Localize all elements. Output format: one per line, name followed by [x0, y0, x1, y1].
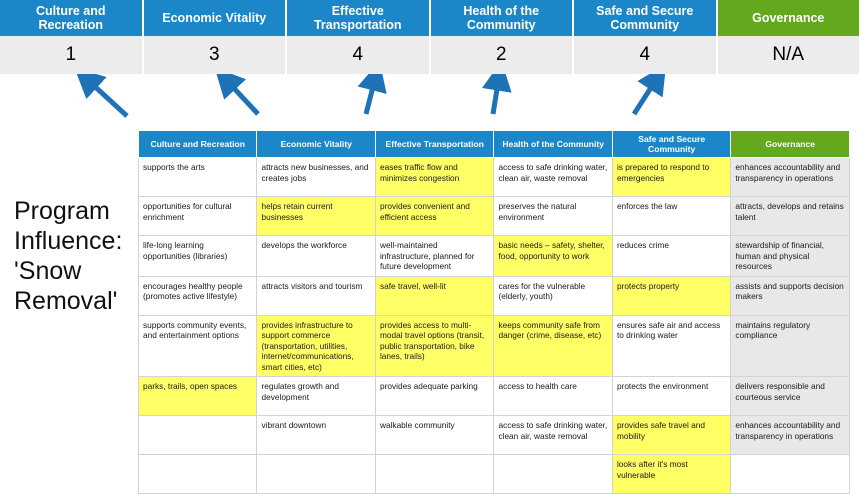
matrix-cell: opportunities for cultural enrichment: [139, 197, 257, 236]
matrix-cell: assists and supports decision makers: [731, 276, 850, 315]
matrix-cell: attracts visitors and tourism: [257, 276, 375, 315]
matrix-cell: parks, trails, open spaces: [139, 377, 257, 416]
matrix-cell: safe travel, well-lit: [375, 276, 493, 315]
matrix-cell: is prepared to respond to emergencies: [612, 158, 730, 197]
table-row: [139, 158, 850, 197]
arrow-icon-2: [230, 84, 258, 114]
header-cell-culture-and-recreation: Culture and Recreation: [0, 0, 144, 36]
matrix-header-effective-transportation: Effective Transportation: [375, 131, 493, 158]
table-row: [139, 236, 850, 277]
arrow-icon-1: [91, 83, 127, 116]
matrix-cell: [731, 455, 850, 494]
score-safe-and-secure-community: 4: [574, 36, 718, 74]
matrix-header-economic-vitality: Economic Vitality: [257, 131, 375, 158]
matrix-cell: supports community events, and entertainment options: [139, 315, 257, 377]
matrix-cell: keeps community safe from danger (crime, disease, etc): [494, 315, 612, 377]
matrix-cell: encourages healthy people (promotes active lifestyle): [139, 276, 257, 315]
matrix-cell: [494, 455, 612, 494]
matrix-cell: attracts new businesses, and creates jobs: [257, 158, 375, 197]
matrix-cell: [139, 416, 257, 455]
matrix-cell: reduces crime: [612, 236, 730, 277]
header-cell-health-of-the-community: Health of the Community: [431, 0, 575, 36]
matrix-cell: walkable community: [375, 416, 493, 455]
score-culture-and-recreation: 1: [0, 36, 144, 74]
matrix-cell: [257, 455, 375, 494]
matrix-cell: ensures safe air and access to drinking water: [612, 315, 730, 377]
matrix-cell: access to safe drinking water, clean air, waste removal: [494, 158, 612, 197]
program-influence-caption: Program Influence: 'Snow Removal': [14, 196, 134, 316]
score-row: [0, 36, 859, 74]
matrix-cell: enhances accountability and transparency in operations: [731, 158, 850, 197]
influence-matrix: [138, 130, 850, 494]
matrix-cell: provides safe travel and mobility: [612, 416, 730, 455]
header-cell-governance: Governance: [718, 0, 859, 36]
arrow-icon-4: [493, 83, 498, 114]
matrix-header-health-of-the-community: Health of the Community: [494, 131, 612, 158]
header-cell-effective-transportation: Effective Transportation: [287, 0, 431, 36]
arrow-icon-5: [634, 83, 654, 114]
matrix-cell: maintains regulatory compliance: [731, 315, 850, 377]
matrix-cell: eases traffic flow and minimizes congestion: [375, 158, 493, 197]
table-row: [139, 276, 850, 315]
matrix-cell: cares for the vulnerable (elderly, youth): [494, 276, 612, 315]
matrix-cell: supports the arts: [139, 158, 257, 197]
matrix-cell: protects the environment: [612, 377, 730, 416]
matrix-cell: provides convenient and efficient access: [375, 197, 493, 236]
matrix-cell: access to safe drinking water, clean air, waste removal: [494, 416, 612, 455]
matrix-header-governance: Governance: [731, 131, 850, 158]
score-economic-vitality: 3: [144, 36, 288, 74]
matrix-cell: basic needs – safety, shelter, food, opportunity to work: [494, 236, 612, 277]
header-cell-economic-vitality: Economic Vitality: [144, 0, 288, 36]
matrix-cell: stewardship of financial, human and physical resources: [731, 236, 850, 277]
matrix-cell: provides access to multi-modal travel options (transit, public transportation, bike lanes, trails): [375, 315, 493, 377]
table-row: [139, 455, 850, 494]
matrix-cell: provides adequate parking: [375, 377, 493, 416]
score-health-of-the-community: 2: [431, 36, 575, 74]
matrix-cell: develops the workforce: [257, 236, 375, 277]
matrix-cell: provides infrastructure to support commerce (transportation, utilities, internet/communications, smart cities, etc): [257, 315, 375, 377]
matrix-cell: [139, 455, 257, 494]
matrix-cell: attracts, develops and retains talent: [731, 197, 850, 236]
matrix-cell: looks after it's most vulnerable: [612, 455, 730, 494]
score-effective-transportation: 4: [287, 36, 431, 74]
matrix-cell: delivers responsible and courteous service: [731, 377, 850, 416]
matrix-cell: well-maintained infrastructure, planned for future development: [375, 236, 493, 277]
matrix-cell: [375, 455, 493, 494]
matrix-cell: preserves the natural environment: [494, 197, 612, 236]
matrix-header-row: [139, 131, 850, 158]
score-governance: N/A: [718, 36, 859, 74]
matrix-cell: vibrant downtown: [257, 416, 375, 455]
matrix-cell: regulates growth and development: [257, 377, 375, 416]
matrix-header-culture-and-recreation: Culture and Recreation: [139, 131, 257, 158]
matrix-header-safe-and-secure-community: Safe and Secure Community: [612, 131, 730, 158]
scorecard-header-band: [0, 0, 859, 36]
table-row: [139, 416, 850, 455]
header-cell-safe-and-secure-community: Safe and Secure Community: [574, 0, 718, 36]
matrix-cell: helps retain current businesses: [257, 197, 375, 236]
matrix-cell: protects property: [612, 276, 730, 315]
table-row: [139, 377, 850, 416]
matrix-cell: access to health care: [494, 377, 612, 416]
matrix-cell: enforces the law: [612, 197, 730, 236]
arrow-group: [0, 74, 859, 130]
matrix-cell: life-long learning opportunities (libraries): [139, 236, 257, 277]
matrix-cell: enhances accountability and transparency in operations: [731, 416, 850, 455]
table-row: [139, 197, 850, 236]
arrow-icon-3: [366, 83, 374, 114]
table-row: [139, 315, 850, 377]
